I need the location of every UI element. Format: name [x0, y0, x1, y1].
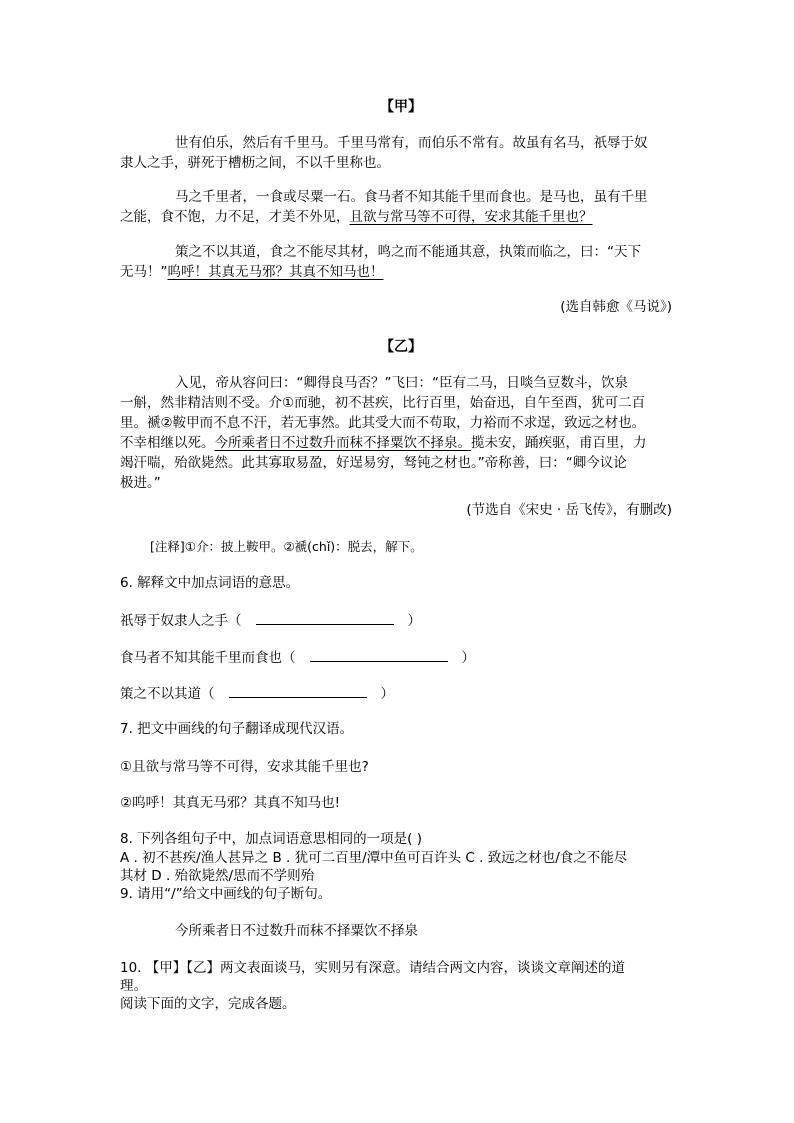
- question-6-item-2: [120, 647, 475, 668]
- passage-b-line6: 极进。”: [120, 475, 161, 491]
- question-9-sentence: 今所乘者日不过数升而秣不择粟饮不择泉: [175, 923, 418, 939]
- passage-b-line3: 里。褫②鞍甲而不息不汗，若无事然。此其受大而不苟取，力裕而不求逞，致远之材也。: [120, 415, 646, 431]
- passage-a-p3-text: 无马！”: [120, 264, 168, 280]
- q6-item3-label: 策之不以其道（: [120, 686, 215, 702]
- q6-item2-label: 食马者不知其能千里而食也（: [120, 650, 296, 666]
- q6-item1-answer-blank[interactable]: [256, 610, 394, 625]
- passage-b-line4-text-a: 不幸相继以死。: [120, 435, 215, 451]
- underlined-sentence-3: 今所乘者日不过数升而秣不择粟饮不择泉。: [214, 435, 471, 451]
- q6-item1-close: ）: [407, 613, 421, 629]
- question-10-line2: 理。: [120, 978, 147, 994]
- passage-a-p2-text: 之能，食不饱，力不足，才美不外见，: [120, 209, 350, 225]
- passage-a-p3-line2: [120, 262, 384, 282]
- passage-a-p2-line2: [120, 207, 593, 227]
- passage-a-source: (选自韩愈《马说》): [560, 299, 672, 315]
- annotation-notes: [注释]①介：披上鞍甲。②褫(chǐ)：脱去，解下。: [150, 539, 423, 554]
- passage-b-line4-text-b: 揽未安，踊疾驱，甫百里，力: [471, 435, 647, 451]
- q6-item3-close: ）: [380, 686, 394, 702]
- passage-b-source: (节选自《宋史 · 岳飞传》，有删改): [466, 502, 672, 518]
- question-7-item-2: ②呜呼！其真无马邪？其真不知马也!: [120, 795, 341, 811]
- passage-a-title: 【甲】: [380, 99, 422, 115]
- question-8-options-line2: 其材 D . 殆欲毙然/思而不学则殆: [120, 868, 315, 884]
- underlined-sentence-2: 呜呼！其真无马邪？其真不知马也！: [167, 264, 384, 280]
- question-6-item-1: [120, 610, 421, 631]
- q6-item3-answer-blank[interactable]: [229, 683, 367, 698]
- underlined-sentence-1: 且欲与常马等不可得，安求其能千里也？: [349, 209, 593, 225]
- question-6-item-3: [120, 683, 394, 704]
- passage-a-p1-line2: 隶人之手，骈死于槽枥之间，不以千里称也。: [120, 155, 390, 171]
- question-10-line1: 10. 【甲】【乙】两文表面谈马，实则另有深意。请结合两文内容，谈谈文章阐述的道: [120, 960, 626, 976]
- question-7-item-1: ①且欲与常马等不可得，安求其能千里也?: [120, 759, 369, 775]
- question-6-stem: 6. 解释文中加点词语的意思。: [120, 575, 300, 591]
- passage-b-line1: 入见，帝从容问曰：“卿得良马否？”飞曰：“臣有二马，日啖刍豆数斗，饮泉: [175, 375, 628, 391]
- q6-item2-close: ）: [461, 650, 475, 666]
- passage-a-p1-line1: 世有伯乐，然后有千里马。千里马常有，而伯乐不常有。故虽有名马，祇辱于奴: [175, 135, 648, 151]
- reading-instruction: 阅读下面的文字，完成各题。: [120, 996, 296, 1012]
- passage-a-p2-line1: 马之千里者，一食或尽粟一石。食马者不知其能千里而食也。是马也，虽有千里: [175, 189, 648, 205]
- q6-item2-answer-blank[interactable]: [310, 647, 448, 662]
- passage-b-title: 【乙】: [380, 339, 422, 355]
- q6-item1-label: 祇辱于奴隶人之手（: [120, 613, 242, 629]
- passage-b-line4: [120, 433, 647, 453]
- passage-b-line5: 竭汗喘，殆欲毙然。此其寡取易盈，好逞易穷，驽钝之材也。”帝称善，曰：“卿今议论: [120, 455, 627, 471]
- question-8-options-line1: A . 初不甚疾/渔人甚异之 B . 犹可二百里/潭中鱼可百许头 C . 致远之材也/食之不能尽: [120, 850, 628, 866]
- passage-a-p3-line1: 策之不以其道，食之不能尽其材，鸣之而不能通其意，执策而临之，曰：“天下: [175, 244, 641, 260]
- question-8-stem: 8. 下列各组句子中，加点词语意思相同的一项是( ): [120, 831, 422, 847]
- question-7-stem: 7. 把文中画线的句子翻译成现代汉语。: [120, 721, 354, 737]
- passage-b-line2: 一斛，然非精洁则不受。介①而驰，初不甚疾，比行百里，始奋迅，自午至酉，犹可二百: [120, 395, 646, 411]
- question-9-stem: 9. 请用“/”给文中画线的句子断句。: [120, 886, 332, 902]
